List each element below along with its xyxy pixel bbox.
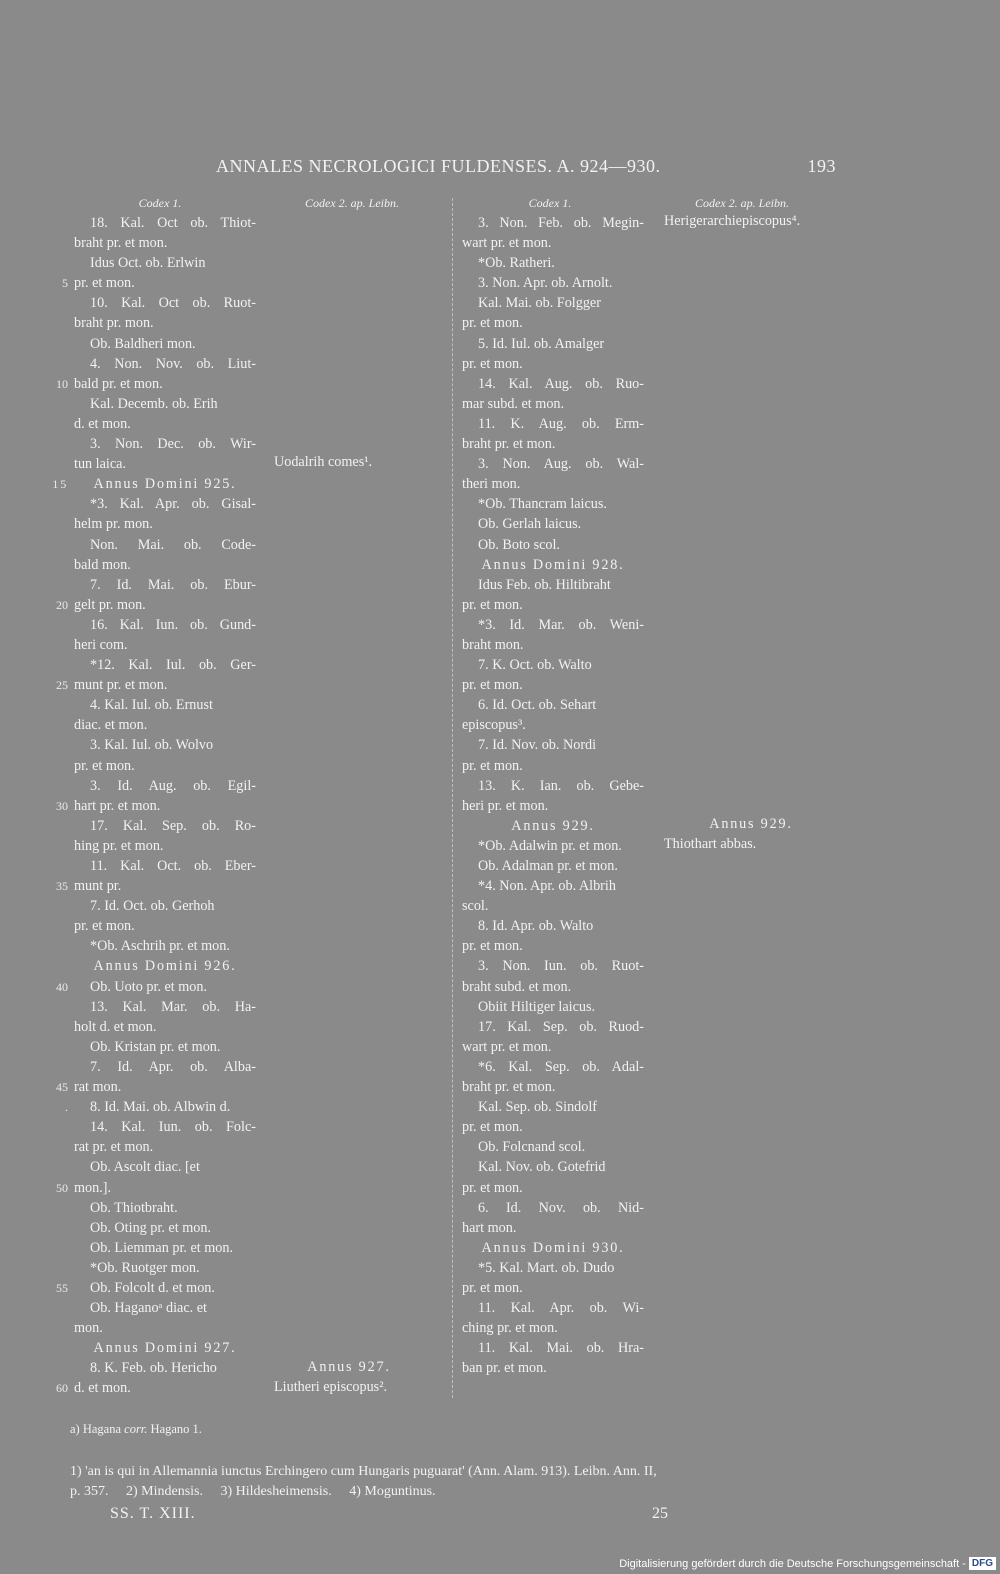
text-line xyxy=(462,293,644,313)
left-codex1-column xyxy=(52,213,256,1399)
entry-text: holt d. et mon. xyxy=(74,1018,157,1035)
text-line xyxy=(74,615,256,635)
entry-text: 16. Kal. Iun. ob. Gund- xyxy=(90,616,256,633)
text-line xyxy=(74,635,256,655)
entry-text: Ob. Uoto pr. et mon. xyxy=(90,978,208,995)
entry-text: braht pr. et mon. xyxy=(74,235,168,252)
entry-text: 10. Kal. Oct ob. Ruot- xyxy=(90,295,256,312)
entry-text: *3. Kal. Apr. ob. Gisal- xyxy=(90,496,256,513)
text-line xyxy=(74,1137,256,1157)
footnote-line: 1) 'an is qui in Allemannia iunctus Erchingero cum Hungaris puguarat' (Ann. Alam. 913). Leibn. Ann. II, xyxy=(70,1464,657,1479)
text-line xyxy=(462,715,644,735)
entry-text: helm pr. mon. xyxy=(74,516,153,533)
text-line xyxy=(462,997,644,1017)
text-line xyxy=(462,414,644,434)
signature-mark: SS. T. XIII. xyxy=(110,1505,196,1522)
text-line xyxy=(462,1057,644,1077)
text-line xyxy=(462,1338,644,1358)
entry-text: pr. et mon. xyxy=(462,677,523,694)
leibniz-entry: Herigerarchiepiscopus⁴. xyxy=(664,213,801,229)
year-heading: Annus Domini 927. xyxy=(93,1340,237,1357)
entry-text: ban pr. et mon. xyxy=(462,1360,547,1377)
text-line xyxy=(462,1278,644,1298)
entry-text: Ob. Oting pr. et mon. xyxy=(90,1219,211,1236)
entry-text: braht mon. xyxy=(462,636,524,653)
line-number: 25 xyxy=(56,678,68,693)
entry-text: braht pr. mon. xyxy=(74,315,154,332)
text-line xyxy=(462,876,644,896)
entry-text: 4. Kal. Iul. ob. Ernust xyxy=(90,697,213,714)
text-line xyxy=(74,1157,256,1177)
text-line xyxy=(462,796,644,816)
column-head-right-codex2: Codex 2. ap. Leibn. xyxy=(695,196,789,210)
text-line xyxy=(74,354,256,374)
text-line xyxy=(462,816,644,836)
entry-text: Kal. Mai. ob. Folgger xyxy=(478,295,601,312)
entry-text: munt pr. et mon. xyxy=(74,677,168,694)
entry-text: Idus Oct. ob. Erlwin xyxy=(90,255,206,272)
footnote-a-prefix: a) Hagana xyxy=(70,1422,122,1436)
entry-text: pr. et mon. xyxy=(462,938,523,955)
text-line xyxy=(462,334,644,354)
text-line xyxy=(462,695,644,715)
entry-text: Ob. Folcolt d. et mon. xyxy=(90,1279,215,1296)
digitization-banner xyxy=(619,1557,996,1570)
year-heading: Annus Domini 925. xyxy=(93,476,237,493)
text-line xyxy=(462,595,644,615)
entry-text: hing pr. et mon. xyxy=(74,837,164,854)
entry-text: braht pr. et mon. xyxy=(462,1079,556,1096)
text-line xyxy=(74,997,256,1017)
text-line xyxy=(74,836,256,856)
entry-text: 7. Id. Oct. ob. Gerhoh xyxy=(90,898,215,915)
entry-text: mon.]. xyxy=(74,1179,112,1196)
entry-text: rat mon. xyxy=(74,1079,122,1096)
entry-text: pr. et mon. xyxy=(462,596,523,613)
text-line xyxy=(74,454,256,474)
text-line xyxy=(74,756,256,776)
entry-text: Ob. Gerlah laicus. xyxy=(478,516,582,533)
entry-text: mar subd. et mon. xyxy=(462,395,565,412)
text-line xyxy=(74,1318,256,1338)
entry-text: rat pr. et mon. xyxy=(74,1139,154,1156)
text-line xyxy=(462,635,644,655)
year-heading: Annus Domini 926. xyxy=(93,958,237,975)
text-line xyxy=(462,735,644,755)
text-line xyxy=(462,213,644,233)
text-line xyxy=(462,575,644,595)
entry-text: 3. Non. Feb. ob. Megin- xyxy=(478,215,644,231)
entry-text: heri com. xyxy=(74,636,128,653)
entry-text: 11. K. Aug. ob. Erm- xyxy=(478,415,644,432)
entry-text: 11. Kal. Mai. ob. Hra- xyxy=(478,1340,644,1357)
entry-text: 3. Kal. Iul. ob. Wolvo xyxy=(90,737,214,754)
text-line xyxy=(74,434,256,454)
text-line xyxy=(462,494,644,514)
text-line xyxy=(74,1017,256,1037)
year-heading: Annus 929. xyxy=(511,817,595,834)
entry-text: wart pr. et mon. xyxy=(462,235,552,252)
entry-text: hart mon. xyxy=(462,1219,517,1236)
text-line xyxy=(74,1218,256,1238)
text-line xyxy=(462,615,644,635)
entry-text: *Ob. Ratheri. xyxy=(478,255,555,272)
text-line xyxy=(74,414,256,434)
text-line xyxy=(74,334,256,354)
year-heading: Annus 929. xyxy=(709,816,793,832)
entry-text: 7. Id. Nov. ob. Nordi xyxy=(478,737,597,754)
entry-text: *4. Non. Apr. ob. Albrih xyxy=(478,878,616,895)
text-line xyxy=(462,434,644,454)
entry-text: 11. Kal. Apr. ob. Wi- xyxy=(478,1300,644,1317)
text-line xyxy=(56,977,256,997)
entry-text: Ob. Boto scol. xyxy=(478,536,560,553)
text-line xyxy=(74,1057,256,1077)
text-line xyxy=(56,675,256,695)
entry-text: 18. Kal. Oct ob. Thiot- xyxy=(90,215,256,231)
entry-text: *Ob. Adalwin pr. et mon. xyxy=(478,837,622,854)
entry-text: 13. K. Ian. ob. Gebe- xyxy=(478,777,644,794)
text-line xyxy=(462,776,644,796)
text-line xyxy=(74,1298,256,1318)
line-number: . xyxy=(65,1100,68,1115)
footnote-a xyxy=(70,1422,202,1437)
text-line xyxy=(74,936,256,956)
text-line xyxy=(62,273,256,293)
text-line xyxy=(462,474,644,494)
leibniz-entry: Thiothart abbas. xyxy=(664,836,757,853)
entry-text: *3. Id. Mar. ob. Weni- xyxy=(478,616,644,633)
entry-text: Obiit Hiltiger laicus. xyxy=(478,998,596,1015)
text-line xyxy=(462,1117,644,1137)
entry-text: diac. et mon. xyxy=(74,717,148,734)
dfg-logo: DFG xyxy=(969,1557,996,1570)
entry-text: Non. Mai. ob. Code- xyxy=(90,536,256,553)
entry-text: d. et mon. xyxy=(74,1380,131,1397)
entry-text: tun laica. xyxy=(74,456,126,473)
text-line xyxy=(74,535,256,555)
text-line xyxy=(462,936,644,956)
text-line xyxy=(74,715,256,735)
entry-text: 6. Id. Oct. ob. Sehart xyxy=(478,697,597,714)
text-line xyxy=(462,1137,644,1157)
text-line xyxy=(462,655,644,675)
text-line xyxy=(462,1298,644,1318)
entry-text: bald pr. et mon. xyxy=(74,375,163,392)
entry-text: braht subd. et mon. xyxy=(462,978,572,995)
text-line xyxy=(56,1378,256,1398)
text-line xyxy=(74,816,256,836)
entry-text: Kal. Sep. ob. Sindolf xyxy=(478,1099,598,1116)
entry-text: gelt pr. mon. xyxy=(74,596,146,613)
text-line xyxy=(74,394,256,414)
text-line xyxy=(74,293,256,313)
entry-text: Ob. Baldheri mon. xyxy=(90,335,196,352)
entry-text: *5. Kal. Mart. ob. Dudo xyxy=(478,1259,615,1276)
entry-text: pr. et mon. xyxy=(462,1279,523,1296)
footnote-line: p. 357. 2) Mindensis. 3) Hildesheimensis. 4) Moguntinus. xyxy=(70,1484,436,1499)
text-line xyxy=(462,374,644,394)
text-line xyxy=(462,675,644,695)
entry-text: heri pr. et mon. xyxy=(462,797,549,814)
entry-text: *6. Kal. Sep. ob. Adal- xyxy=(478,1058,644,1075)
entry-text: 3. Id. Aug. ob. Egil- xyxy=(90,777,256,794)
text-line xyxy=(462,1017,644,1037)
sheet-number: 25 xyxy=(652,1505,668,1522)
entry-text: 8. K. Feb. ob. Hericho xyxy=(90,1360,217,1377)
entry-text: d. et mon. xyxy=(74,415,131,432)
text-line xyxy=(74,1358,256,1378)
entry-text: Ob. Thiotbraht. xyxy=(90,1199,178,1216)
text-line xyxy=(74,494,256,514)
entry-text: 17. Kal. Sep. ob. Ruod- xyxy=(478,1018,644,1035)
entry-text: Ob. Liemman pr. et mon. xyxy=(90,1239,234,1256)
line-number: 5 xyxy=(62,276,68,291)
entry-text: 6. Id. Nov. ob. Nid- xyxy=(478,1199,644,1216)
text-line xyxy=(74,1238,256,1258)
text-line xyxy=(74,655,256,675)
text-line xyxy=(56,1077,256,1097)
entry-text: pr. et mon. xyxy=(462,1119,523,1136)
text-line xyxy=(74,735,256,755)
year-heading: Annus Domini 930. xyxy=(481,1239,625,1256)
text-line xyxy=(462,1178,644,1198)
entry-text: 17. Kal. Sep. ob. Ro- xyxy=(90,817,256,834)
text-line xyxy=(52,474,256,494)
entry-text: 3. Non. Dec. ob. Wir- xyxy=(90,436,256,453)
entry-text: 7. Id. Apr. ob. Alba- xyxy=(90,1058,256,1075)
entry-text: pr. et mon. xyxy=(462,1179,523,1196)
entry-text: braht pr. et mon. xyxy=(462,436,556,453)
text-line xyxy=(462,1258,644,1278)
entry-text: 14. Kal. Iun. ob. Folc- xyxy=(90,1119,256,1136)
text-line xyxy=(462,253,644,273)
line-number: 40 xyxy=(56,979,68,994)
text-line xyxy=(462,977,644,997)
entry-text: 13. Kal. Mar. ob. Ha- xyxy=(90,998,256,1015)
entry-text: Kal. Decemb. ob. Erih xyxy=(90,395,218,412)
entry-text: mon. xyxy=(74,1320,103,1337)
text-line xyxy=(462,1037,644,1057)
entry-text: wart pr. et mon. xyxy=(462,1038,552,1055)
text-line xyxy=(74,313,256,333)
entry-text: Ob. Adalman pr. et mon. xyxy=(478,858,618,874)
running-header xyxy=(216,156,836,184)
text-line xyxy=(74,695,256,715)
text-line xyxy=(56,1178,256,1198)
entry-text: hart pr. et mon. xyxy=(74,797,161,814)
year-heading: Annus 927. xyxy=(307,1358,391,1375)
text-line xyxy=(74,1117,256,1137)
text-line xyxy=(462,1358,644,1378)
text-line xyxy=(462,1157,644,1177)
text-line xyxy=(74,253,256,273)
line-number: 10 xyxy=(56,376,68,391)
entry-text: *Ob. Ruotger mon. xyxy=(90,1259,200,1276)
text-line xyxy=(74,595,256,615)
text-line xyxy=(74,796,256,816)
column-head-left-codex2: Codex 2. ap. Leibn. xyxy=(305,196,399,210)
entry-text: bald mon. xyxy=(74,556,131,573)
footnote-a-suffix: Hagano 1. xyxy=(150,1422,202,1436)
entry-text: munt pr. xyxy=(74,878,122,895)
line-number: 30 xyxy=(56,798,68,813)
entry-text: 5. Id. Iul. ob. Amalger xyxy=(478,335,605,352)
line-number: 15 xyxy=(52,477,68,492)
entry-text: pr. et mon. xyxy=(74,757,135,774)
text-line xyxy=(74,1198,256,1218)
text-line xyxy=(462,856,644,876)
entry-text: episcopus³. xyxy=(462,717,526,734)
entry-text: pr. et mon. xyxy=(74,918,135,935)
text-line xyxy=(74,1338,256,1358)
entry-text: Ob. Ascolt diac. [et xyxy=(90,1159,200,1176)
entry-text: 4. Non. Nov. ob. Liut- xyxy=(90,355,256,372)
entry-text: 14. Kal. Aug. ob. Ruo- xyxy=(478,375,644,392)
footnotes xyxy=(70,1462,834,1502)
text-line xyxy=(74,956,256,976)
text-line xyxy=(65,1097,256,1117)
line-number: 50 xyxy=(56,1180,68,1195)
entry-text: 7. Id. Mai. ob. Ebur- xyxy=(90,576,256,593)
text-line xyxy=(74,896,256,916)
text-line xyxy=(462,535,644,555)
entry-text: 3. Non. Apr. ob. Arnolt. xyxy=(478,275,613,292)
year-heading: Annus Domini 928. xyxy=(481,556,625,573)
text-line xyxy=(462,514,644,534)
text-line xyxy=(74,233,256,253)
entry-text: 3. Non. Aug. ob. Wal- xyxy=(478,456,644,473)
entry-text: 3. Non. Iun. ob. Ruot- xyxy=(478,958,644,975)
text-line xyxy=(462,1218,644,1238)
text-line xyxy=(462,956,644,976)
column-head-left-codex1: Codex 1. xyxy=(138,196,182,210)
text-line xyxy=(74,514,256,534)
entry-text: 7. K. Oct. ob. Walto xyxy=(478,657,592,674)
text-line xyxy=(74,1258,256,1278)
column-divider xyxy=(452,198,454,1398)
entry-text: 8. Id. Mai. ob. Albwin d. xyxy=(90,1099,231,1116)
text-line xyxy=(56,876,256,896)
text-line xyxy=(462,1238,644,1258)
text-line xyxy=(74,916,256,936)
entry-text: Ob. Haganoᵃ diac. et xyxy=(90,1300,207,1317)
right-codex1-column xyxy=(462,213,644,1378)
text-line xyxy=(74,213,256,233)
text-line xyxy=(462,1077,644,1097)
line-number: 35 xyxy=(56,879,68,894)
text-line xyxy=(74,856,256,876)
entry-text: Kal. Nov. ob. Gotefrid xyxy=(478,1159,606,1176)
line-number: 45 xyxy=(56,1080,68,1095)
text-line xyxy=(462,756,644,776)
footnote-a-corr: corr. xyxy=(124,1422,148,1436)
entry-text: pr. et mon. xyxy=(462,355,523,372)
text-line xyxy=(56,1278,256,1298)
banner-text: Digitalisierung gefördert durch die Deutsche Forschungsgemeinschaft - xyxy=(619,1557,966,1570)
entry-text: *12. Kal. Iul. ob. Ger- xyxy=(90,657,256,674)
entry-text: *Ob. Aschrih pr. et mon. xyxy=(90,938,230,955)
line-number: 60 xyxy=(56,1381,68,1396)
text-line xyxy=(462,1097,644,1117)
entry-text: ching pr. et mon. xyxy=(462,1320,558,1337)
text-line xyxy=(462,896,644,916)
entry-text: Ob. Folcnand scol. xyxy=(478,1139,586,1156)
entry-text: theri mon. xyxy=(462,476,521,493)
text-line xyxy=(462,454,644,474)
text-line xyxy=(462,313,644,333)
entry-text: scol. xyxy=(462,898,489,915)
line-number: 55 xyxy=(56,1280,68,1295)
line-number: 20 xyxy=(56,597,68,612)
text-line xyxy=(74,555,256,575)
entry-text: pr. et mon. xyxy=(462,315,523,332)
text-line xyxy=(462,916,644,936)
leibniz-entry: Uodalrih comes¹. xyxy=(274,454,373,471)
page-title: ANNALES NECROLOGICI FULDENSES. A. 924—930. xyxy=(216,156,661,176)
entry-text: Idus Feb. ob. Hiltibraht xyxy=(478,576,611,593)
leibniz-entry: Liutheri episcopus². xyxy=(274,1378,388,1395)
text-line xyxy=(462,273,644,293)
entry-text: 11. Kal. Oct. ob. Eber- xyxy=(90,858,256,874)
entry-text: Ob. Kristan pr. et mon. xyxy=(90,1038,221,1055)
entry-text: *Ob. Thancram laicus. xyxy=(478,496,607,513)
text-line xyxy=(56,374,256,394)
text-line xyxy=(462,555,644,575)
text-line xyxy=(462,1318,644,1338)
entry-text: 8. Id. Apr. ob. Walto xyxy=(478,918,594,935)
text-line xyxy=(462,1198,644,1218)
text-line xyxy=(462,354,644,374)
text-line xyxy=(462,836,644,856)
entry-text: pr. et mon. xyxy=(462,757,523,774)
text-line xyxy=(74,1037,256,1057)
text-line xyxy=(462,233,644,253)
text-line xyxy=(462,394,644,414)
column-head-right-codex1: Codex 1. xyxy=(528,196,572,210)
page-number: 193 xyxy=(807,156,836,176)
entry-text: pr. et mon. xyxy=(74,275,135,292)
